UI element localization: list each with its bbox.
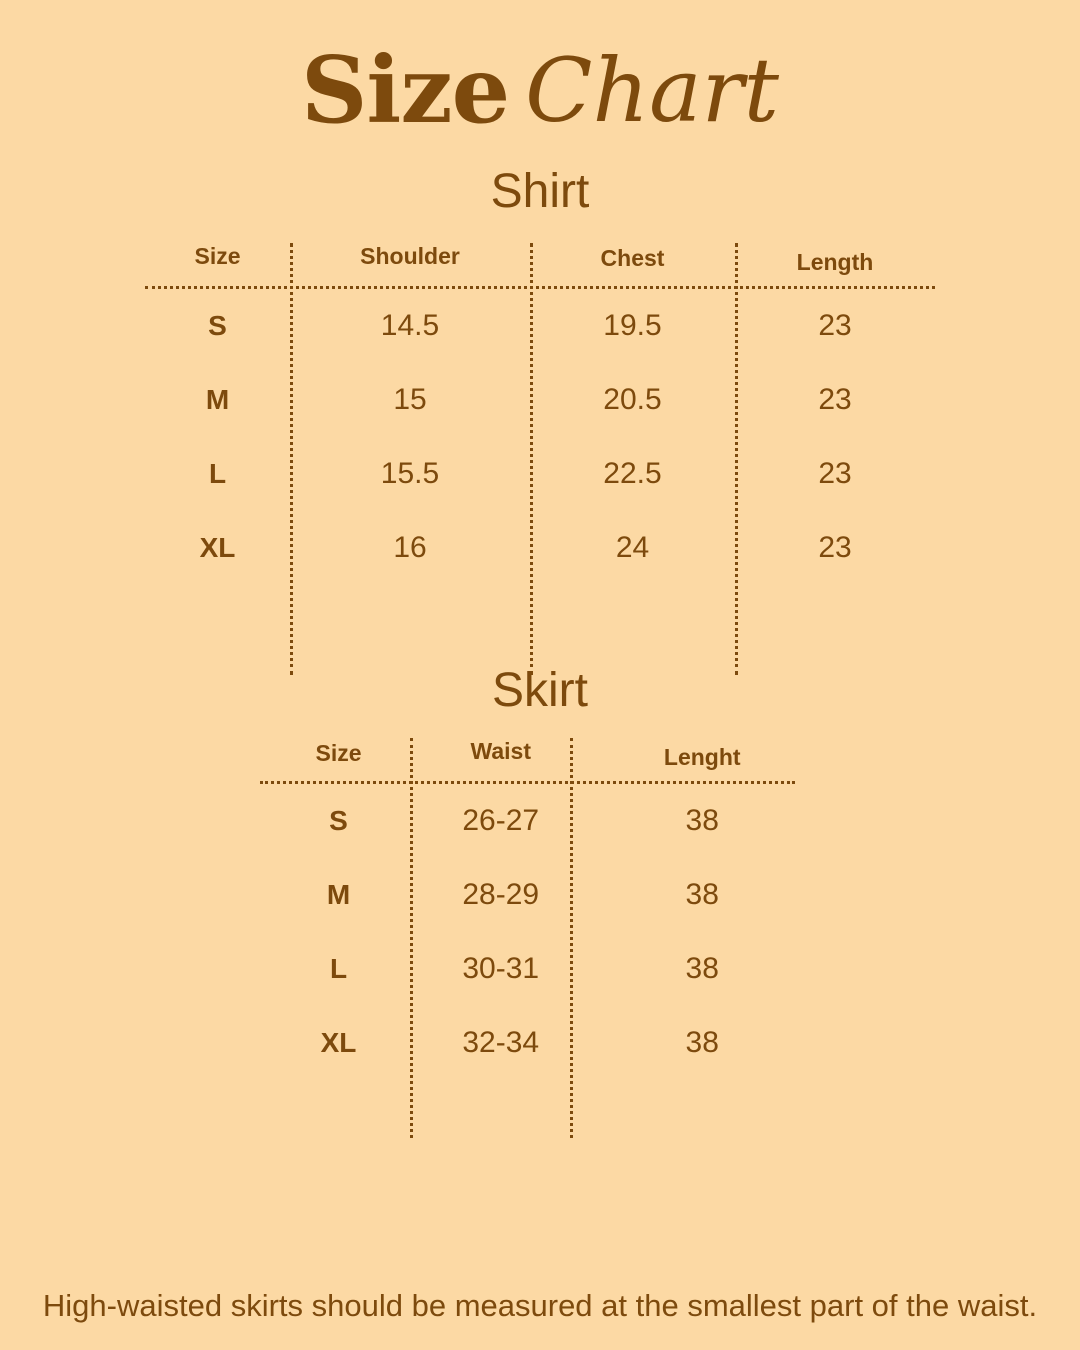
shirt-header-row: [145, 237, 935, 286]
shirt-cell-size-m: M: [205, 384, 230, 415]
shirt-cell-shoulder-xl: 16: [393, 531, 427, 564]
skirt-col-header-size: Size: [315, 740, 362, 766]
table-row: [145, 363, 935, 437]
skirt-cell-waist-xl: 32-34: [462, 1026, 540, 1059]
shirt-cell-chest-m: 20.5: [603, 383, 662, 416]
shirt-col-header-size: Size: [194, 243, 241, 269]
shirt-cell-chest-s: 19.5: [603, 309, 662, 342]
footnote-text: High-waisted skirts should be measured at the smallest part of the waist.: [42, 1288, 1038, 1324]
shirt-size-table: [145, 237, 935, 585]
table-row: [145, 437, 935, 511]
page-title: [0, 0, 1080, 144]
skirt-table: [260, 732, 820, 781]
shirt-cell-size-s: S: [208, 310, 227, 341]
shirt-col-header-chest: Chest: [600, 245, 665, 271]
table-row: [145, 511, 935, 585]
skirt-header-row: [260, 732, 820, 781]
table-row: [260, 932, 820, 1006]
skirt-cell-size-s: S: [329, 805, 348, 836]
shirt-cell-shoulder-s: 14.5: [380, 309, 440, 342]
shirt-cell-length-xl: 23: [818, 531, 852, 564]
shirt-table: [145, 237, 935, 286]
shirt-col-header-shoulder: Shoulder: [360, 243, 460, 269]
table-row: [145, 289, 935, 363]
skirt-col-header-waist: Waist: [470, 738, 531, 764]
section-heading-shirt: Shirt: [490, 165, 590, 218]
skirt-cell-length-s: 38: [685, 804, 719, 837]
skirt-cell-size-xl: XL: [320, 1027, 357, 1058]
skirt-body-table: [260, 784, 820, 1080]
table-row: [260, 1006, 820, 1080]
shirt-cell-chest-l: 22.5: [603, 457, 662, 490]
shirt-cell-length-l: 23: [818, 457, 852, 490]
title-word-size: Size: [300, 36, 510, 144]
skirt-cell-length-xl: 38: [685, 1026, 719, 1059]
shirt-cell-length-m: 23: [818, 383, 852, 416]
title-word-chart: Chart: [525, 38, 780, 142]
skirt-cell-waist-s: 26-27: [462, 804, 540, 837]
shirt-cell-size-l: L: [208, 458, 227, 489]
shirt-col-header-length: Length: [796, 249, 874, 275]
shirt-cell-shoulder-m: 15: [393, 383, 427, 416]
skirt-cell-waist-l: 30-31: [462, 952, 540, 985]
shirt-cell-length-s: 23: [818, 309, 852, 342]
shirt-cell-chest-xl: 24: [615, 531, 650, 564]
skirt-size-table: [260, 732, 820, 1080]
skirt-cell-length-m: 38: [685, 878, 719, 911]
table-row: [260, 784, 820, 858]
skirt-cell-waist-m: 28-29: [462, 878, 540, 911]
table-row: [260, 858, 820, 932]
shirt-body-table: [145, 289, 935, 585]
shirt-cell-shoulder-l: 15.5: [380, 457, 440, 490]
section-heading-skirt: Skirt: [492, 664, 588, 717]
skirt-col-header-length: Lenght: [663, 744, 741, 770]
shirt-cell-size-xl: XL: [199, 532, 236, 563]
skirt-cell-length-l: 38: [685, 952, 719, 985]
skirt-cell-size-l: L: [329, 953, 348, 984]
skirt-cell-size-m: M: [326, 879, 351, 910]
